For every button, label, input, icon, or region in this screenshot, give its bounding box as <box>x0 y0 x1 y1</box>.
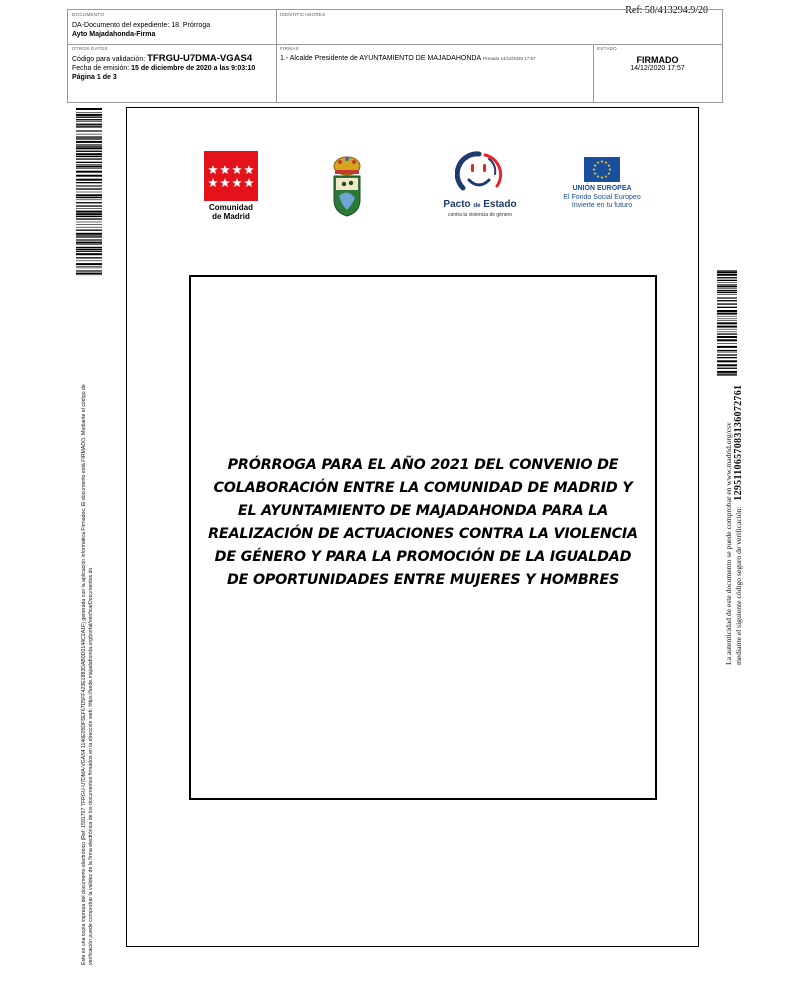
reference-number: Ref: 58/413294.9/20 <box>625 5 708 16</box>
pacto-de: de <box>473 203 481 209</box>
right-barcode <box>717 270 737 376</box>
codigo-label: Código para validación: <box>72 56 148 63</box>
majadahonda-coat-of-arms <box>330 154 364 218</box>
firma-date: Firmado 14/12/2020 17:57 <box>482 56 536 61</box>
estado-cell <box>593 44 722 102</box>
ue-line1: UNIÓN EUROPEA <box>572 185 632 192</box>
documento-label: DOCUMENTO <box>72 12 105 17</box>
left-verification-line2: verificación puede comprobar la validez de la firma electrónica de los documentos firmados en la dirección web: https://sede.majadahonda.org/portal/verificarDocumentos.do <box>88 567 94 965</box>
left-verification-text <box>81 384 95 965</box>
right-csv-text <box>724 385 744 665</box>
estado-value: FIRMADO <box>636 55 679 65</box>
firma-signer: 1.- Alcalde Presidente de AYUNTAMIENTO DE MAJADAHONDA <box>280 55 481 62</box>
pacto-subtitle: contra la violencia de género <box>448 212 512 218</box>
pacto-line2: Estado <box>483 199 517 210</box>
otros-datos-cell <box>68 44 276 102</box>
document-title: PRÓRROGA PARA EL AÑO 2021 DEL CONVENIO DE COLABORACIÓN ENTRE LA COMUNIDAD DE MADRID Y EL AYUNTAMIENTO DE MAJADAHONDA PARA LA REALIZACIÓN DE ACTUACIONES CONTRA LA VIOLENCIA DE GÉNERO Y PARA LA PROMOCIÓN DE LA IGUALDAD DE OPORTUNIDADES ENTRE MUJERES Y HOMBRES <box>208 456 638 588</box>
title-box <box>189 275 657 800</box>
validation-code[interactable]: TFRGU-U7DMA-VGAS4 <box>147 53 253 64</box>
page-count: Página 1 de 3 <box>72 74 117 81</box>
csv-code[interactable]: 1295110657083136072761 <box>733 384 744 501</box>
identificadores-label: IDENTIFICADORES <box>280 12 326 17</box>
documento-line2: Ayto Majadahonda-Firma <box>72 31 156 38</box>
comunidad-madrid-logo <box>204 151 258 201</box>
right-csv-line1: La autenticidad de este documento se puede comprobar en www.madrid.org/csv <box>724 422 733 665</box>
pacto-de-estado-logo <box>455 150 503 198</box>
documento-line1: DA-Documento del expediente: 18. Prórroga <box>72 22 211 29</box>
otros-datos-label: OTROS DATOS <box>72 46 108 51</box>
ue-line3: Invierte en tu futuro <box>571 202 633 209</box>
madrid-line1: Comunidad <box>209 203 253 212</box>
document-header-table <box>67 9 723 103</box>
right-csv-line2: mediante el siguiente código seguro de verificación: <box>734 506 743 665</box>
ue-line2: El Fondo Social Europeo <box>563 193 641 201</box>
comunidad-madrid-text <box>198 203 264 221</box>
firmas-cell <box>276 44 593 102</box>
fecha-label: Fecha de emisión: <box>72 65 132 72</box>
fecha-value: 15 de diciembre de 2020 a las 9:03:10 <box>131 65 256 72</box>
estado-label: ESTADO <box>597 46 617 51</box>
left-verification-line1: Este es una copia impresa del documento electrónico (Ref: 1591767 TFRGU-U7DMA-VGAS4 1146E05DF5EF67D5FF423E1883DAB0D0144C2A1F) generada con la aplicación informática Firmadoc. El documento está FIRMADO. Mediante el código de <box>81 384 87 965</box>
union-europea-flag <box>584 157 620 182</box>
firmas-label: FIRMAS <box>280 46 299 51</box>
pacto-line1: Pacto <box>443 199 471 210</box>
documento-cell <box>68 10 276 44</box>
madrid-line2: de Madrid <box>212 212 250 221</box>
union-europea-text <box>548 185 656 211</box>
estado-date: 14/12/2020 17:57 <box>630 65 685 72</box>
left-barcode <box>76 108 102 276</box>
pacto-de-estado-text <box>430 199 530 219</box>
identificadores-cell <box>276 10 722 44</box>
